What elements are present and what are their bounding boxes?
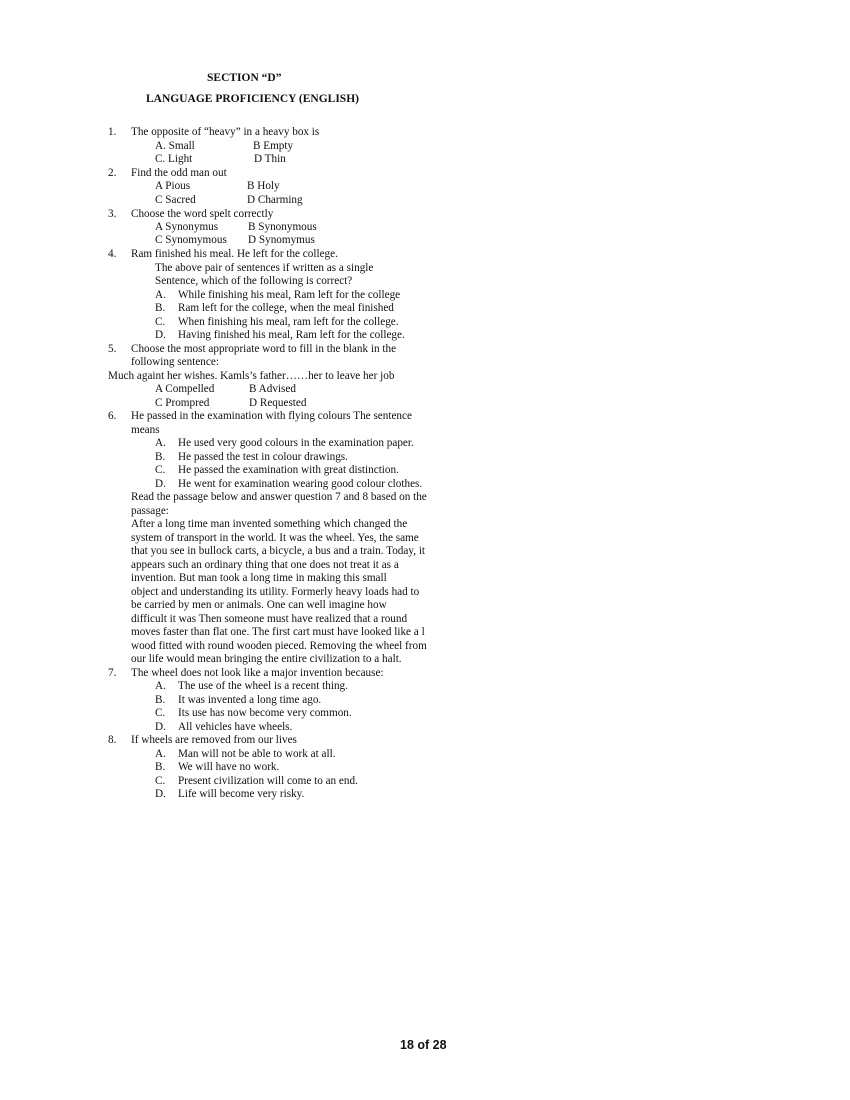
option-letter: A. [155,289,166,301]
option-letter: A. [155,437,166,449]
option-text: Having finished his meal, Ram left for the college. [178,329,405,341]
option: C Synomymous [155,234,227,246]
option-text: All vehicles have wheels. [178,721,293,733]
question-number: 8. [108,734,117,746]
question-number: 3. [108,208,117,220]
option-text: He went for examination wearing good colour clothes. [178,478,423,490]
option-letter: A. [155,680,166,692]
passage-line: wood fitted with round wooden pieced. Removing the wheel from [131,639,427,652]
passage-instruction: Read the passage below and answer question 7 and 8 based on the [131,491,427,503]
option-letter: B. [155,302,166,314]
option-letter: C. [155,775,166,787]
option-letter: D. [155,329,166,341]
question-text: Choose the most appropriate word to fill in the blank in the [131,343,397,355]
question-text: If wheels are removed from our lives [131,734,297,746]
option-text: Man will not be able to work at all. [178,748,336,760]
question-number: 4. [108,248,117,260]
option-text: We will have no work. [178,761,280,773]
question-text-cont: means [131,424,160,436]
question-number: 7. [108,667,117,679]
question-number: 6. [108,410,117,422]
question-number: 5. [108,343,117,355]
option: B Empty [253,140,294,152]
option-text: He passed the test in colour drawings. [178,451,348,463]
passage-line: After a long time man invented something which changed the [131,518,408,530]
question-number: 2. [108,167,117,179]
option-text: It was invented a long time ago. [178,694,322,706]
option: B Advised [249,383,296,395]
option: C Prompred [155,397,210,409]
option: C. Light [155,153,193,165]
page-number: 18 of 28 [400,1038,447,1052]
option-text: Ram left for the college, when the meal finished [178,302,394,314]
passage-line: appears such an ordinary thing that one does not treat it as a [131,558,399,571]
page-title: LANGUAGE PROFICIENCY (ENGLISH) [146,93,359,105]
option-text: Present civilization will come to an end. [178,775,358,787]
question-text: Find the odd man out [131,167,227,179]
question-text: The opposite of “heavy” in a heavy box is [131,126,320,138]
option: D Synomymus [248,234,315,246]
option-text: Life will become very risky. [178,788,305,800]
option-text: The use of the wheel is a recent thing. [178,680,348,692]
question-number: 1. [108,126,117,138]
reading-passage [131,518,453,667]
question-subtext: Sentence, which of the following is correct? [155,275,353,287]
option-letter: B. [155,761,166,773]
option-text: Its use has now become very common. [178,707,352,719]
option-text: When finishing his meal, ram left for the college. [178,316,399,328]
option-text: He used very good colours in the examination paper. [178,437,414,449]
option-letter: D. [155,788,166,800]
question-text: Ram finished his meal. He left for the college. [131,248,338,260]
option-letter: D. [155,478,166,490]
option-text: He passed the examination with great distinction. [178,464,399,476]
option: C Sacred [155,194,196,206]
option-letter: C. [155,707,166,719]
option-letter: B. [155,451,166,463]
option: A Pious [155,180,191,192]
option-letter: B. [155,694,166,706]
option: B Holy [247,180,280,192]
passage-line: moves faster than flat one. The first cart must have looked like a l [131,626,425,638]
option: B Synonymous [248,221,317,233]
option-letter: C. [155,316,166,328]
option-letter: A. [155,748,166,760]
passage-line: invention. But man took a long time in making this small [131,572,387,584]
passage-line: difficult it was Then someone must have realized that a round [131,612,408,625]
passage-instruction: passage: [131,505,169,517]
option: A. Small [155,140,195,152]
option-text: While finishing his meal, Ram left for the college [178,289,401,301]
option: D Charming [247,194,303,206]
option: A Compelled [155,383,215,395]
question-text: He passed in the examination with flying colours The sentence [131,410,412,422]
option-letter: C. [155,464,166,476]
fill-blank-sentence: Much againt her wishes. Kamls’s father……her to leave her job [108,370,395,382]
question-text: The wheel does not look like a major invention because: [131,667,384,679]
option: D Requested [249,397,307,409]
option: D Thin [254,153,286,165]
passage-line: object and understanding its utility. Formerly heavy loads had to [131,585,420,598]
passage-line: be carried by men or animals. One can well imagine how [131,599,387,611]
question-text: Choose the word spelt correctly [131,208,274,220]
passage-line: that you see in bullock carts, a bicycle, a bus and a train. Today, it [131,545,426,557]
section-heading: SECTION “D” [207,72,282,84]
option-letter: D. [155,721,166,733]
option: A Synonymus [155,221,219,233]
passage-line: system of transport in the world. It was the wheel. Yes, the same [131,531,419,544]
question-text-cont: following sentence: [131,356,219,368]
passage-line: our life would mean bringing the entire civilization to a halt. [131,653,402,665]
question-subtext: The above pair of sentences if written as a single [155,262,374,274]
